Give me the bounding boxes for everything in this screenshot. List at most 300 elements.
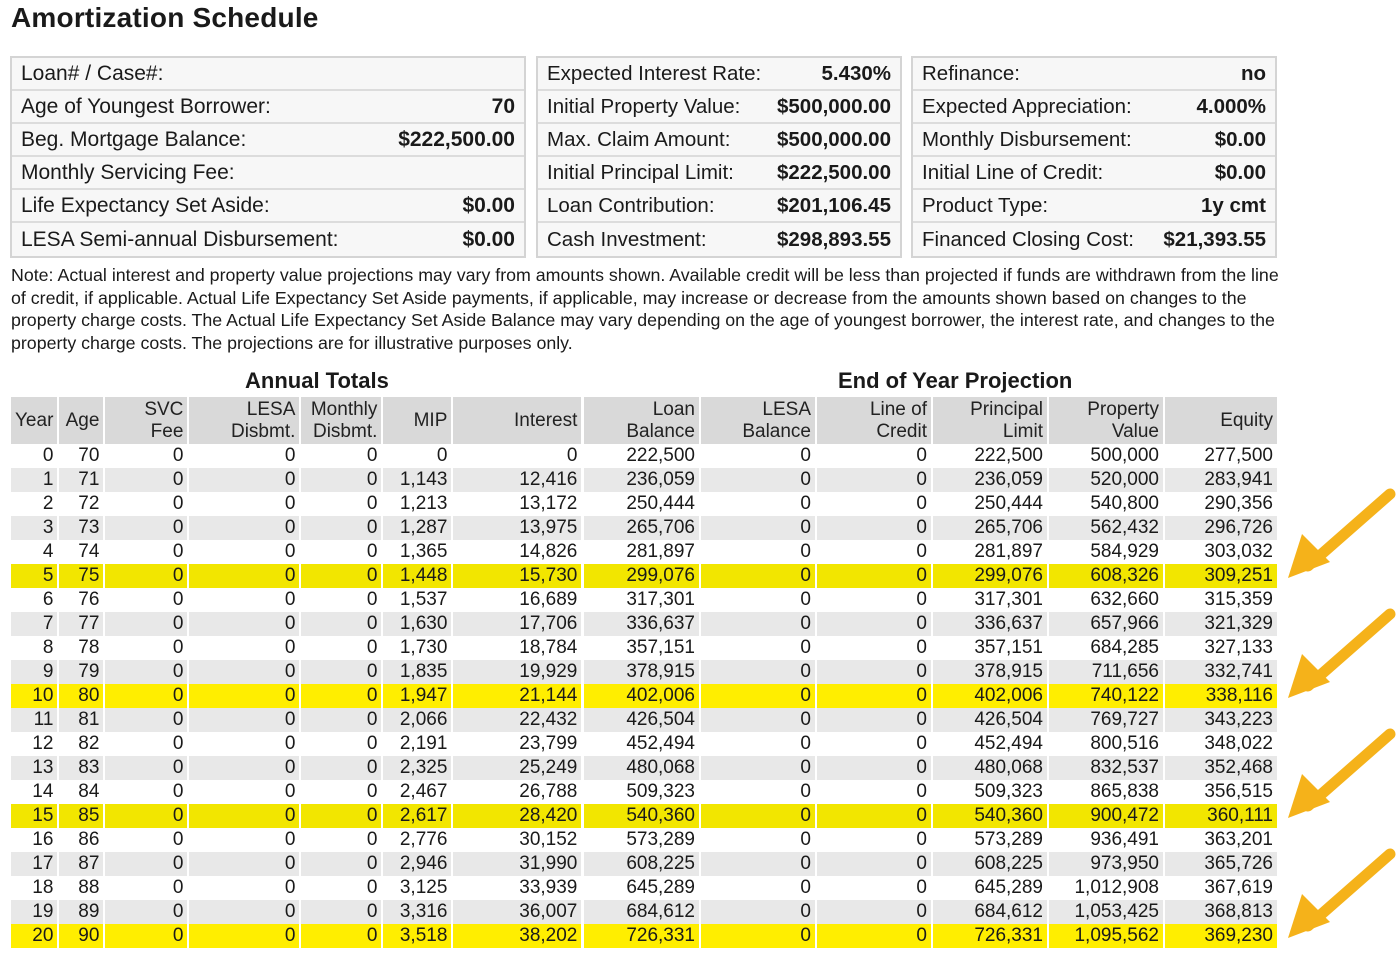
info-value: $298,893.55 bbox=[776, 227, 891, 251]
table-cell: 2,617 bbox=[383, 804, 451, 828]
table-cell: 740,122 bbox=[1049, 684, 1163, 708]
column-header-line: Disbmt. bbox=[230, 420, 296, 442]
table-cell: 72 bbox=[78, 493, 100, 514]
table-row bbox=[11, 660, 581, 684]
table-cell: 283,941 bbox=[1165, 468, 1277, 492]
table-cell: 317,301 bbox=[626, 589, 695, 610]
table-cell: 0 bbox=[817, 924, 931, 948]
info-label: Monthly Disbursement: bbox=[922, 127, 1132, 151]
table-row bbox=[11, 492, 581, 516]
table-cell: 711,656 bbox=[1049, 660, 1163, 684]
table-cell: 281,897 bbox=[626, 541, 695, 562]
info-row bbox=[538, 157, 900, 190]
info-label: Financed Closing Cost: bbox=[922, 227, 1134, 251]
table-cell: 2,467 bbox=[399, 781, 448, 802]
table-cell: 1 bbox=[11, 468, 57, 492]
table-cell: 21,144 bbox=[453, 684, 581, 708]
info-label: Expected Interest Rate: bbox=[547, 61, 762, 85]
table-cell: 321,329 bbox=[1165, 612, 1277, 636]
table-cell: 0 bbox=[301, 684, 381, 708]
info-value: $0.00 bbox=[1214, 127, 1266, 151]
table-row bbox=[11, 708, 581, 732]
table-cell: 0 bbox=[366, 445, 378, 466]
column-header bbox=[453, 397, 581, 444]
info-value: 70 bbox=[491, 94, 515, 118]
table-cell: 0 bbox=[172, 733, 184, 754]
table-cell: 378,915 bbox=[584, 660, 699, 684]
highlight-arrow-icon bbox=[1278, 606, 1398, 716]
table-cell: 1,012,908 bbox=[1074, 877, 1159, 898]
table-cell: 0 bbox=[701, 756, 815, 780]
table-cell: 1,213 bbox=[399, 493, 448, 514]
table-cell: 0 bbox=[566, 445, 578, 466]
table-cell: 352,468 bbox=[1165, 756, 1277, 780]
info-value: $222,500.00 bbox=[776, 160, 891, 184]
table-cell: 357,151 bbox=[626, 637, 695, 658]
table-cell: 0 bbox=[701, 516, 815, 540]
table-cell: 87 bbox=[59, 852, 103, 876]
table-cell: 632,660 bbox=[1090, 589, 1159, 610]
column-header-line: Age bbox=[65, 409, 100, 431]
table-cell: 363,201 bbox=[1204, 829, 1273, 850]
table-cell: 0 bbox=[172, 493, 184, 514]
table-cell: 369,230 bbox=[1165, 924, 1277, 948]
table-cell: 12,416 bbox=[453, 468, 581, 492]
table-row bbox=[11, 612, 581, 636]
table-cell: 1,287 bbox=[383, 516, 451, 540]
table-row bbox=[11, 756, 581, 780]
table-cell: 18 bbox=[32, 877, 54, 898]
table-row bbox=[11, 588, 581, 612]
table-cell: 0 bbox=[172, 877, 184, 898]
table-cell: 83 bbox=[59, 756, 103, 780]
table-row bbox=[584, 636, 1277, 660]
table-cell: 0 bbox=[701, 564, 815, 588]
table-cell: 0 bbox=[284, 877, 296, 898]
table-cell: 0 bbox=[301, 468, 381, 492]
column-header-line: Year bbox=[15, 409, 54, 431]
table-cell: 0 bbox=[284, 637, 296, 658]
table-cell: 573,289 bbox=[974, 829, 1043, 850]
info-value: $21,393.55 bbox=[1163, 227, 1266, 251]
column-header-line: Interest bbox=[514, 409, 578, 431]
table-cell: 2,325 bbox=[383, 756, 451, 780]
table-cell: 540,800 bbox=[1090, 493, 1159, 514]
info-label: Initial Line of Credit: bbox=[922, 160, 1104, 184]
table-cell: 0 bbox=[189, 660, 299, 684]
table-cell: 0 bbox=[817, 468, 931, 492]
table-row bbox=[584, 732, 1277, 756]
column-header bbox=[11, 397, 57, 444]
table-row bbox=[584, 876, 1277, 900]
table-cell: 31,990 bbox=[453, 852, 581, 876]
column-header-line: Value bbox=[1111, 420, 1159, 442]
table-cell: 0 bbox=[301, 660, 381, 684]
table-cell: 2 bbox=[42, 493, 54, 514]
table-cell: 0 bbox=[701, 924, 815, 948]
info-value: 1y cmt bbox=[1201, 193, 1266, 217]
table-cell: 0 bbox=[301, 564, 381, 588]
table-cell: 684,612 bbox=[584, 900, 699, 924]
highlight-arrow-icon bbox=[1278, 486, 1398, 596]
table-cell: 509,323 bbox=[626, 781, 695, 802]
table-row bbox=[11, 732, 581, 756]
table-row bbox=[584, 780, 1277, 804]
info-value: $0.00 bbox=[462, 227, 515, 251]
table-cell: 26,788 bbox=[519, 781, 578, 802]
info-label: Beg. Mortgage Balance: bbox=[21, 127, 247, 151]
table-cell: 3,518 bbox=[383, 924, 451, 948]
table-cell: 11 bbox=[11, 708, 57, 732]
column-header-line: Loan bbox=[652, 398, 695, 420]
table-cell: 10 bbox=[11, 684, 57, 708]
table-cell: 0 bbox=[916, 781, 927, 802]
table-cell: 0 bbox=[189, 684, 299, 708]
info-label: Monthly Servicing Fee: bbox=[21, 160, 235, 184]
table-cell: 0 bbox=[817, 804, 931, 828]
highlight-arrow-icon bbox=[1278, 846, 1398, 956]
table-cell: 71 bbox=[59, 468, 103, 492]
info-row bbox=[913, 58, 1275, 91]
column-header bbox=[1165, 397, 1277, 444]
table-cell: 0 bbox=[172, 541, 184, 562]
table-cell: 327,133 bbox=[1204, 637, 1273, 658]
table-cell: 0 bbox=[366, 781, 378, 802]
table-cell: 900,472 bbox=[1049, 804, 1163, 828]
info-label: Loan Contribution: bbox=[547, 193, 715, 217]
table-cell: 402,006 bbox=[933, 684, 1047, 708]
table-cell: 426,504 bbox=[584, 708, 699, 732]
info-label: Refinance: bbox=[922, 61, 1021, 85]
table-cell: 645,289 bbox=[974, 877, 1043, 898]
table-cell: 23,799 bbox=[519, 733, 578, 754]
table-cell: 0 bbox=[800, 445, 811, 466]
table-cell: 0 bbox=[301, 612, 381, 636]
table-cell: 236,059 bbox=[584, 468, 699, 492]
table-cell: 6 bbox=[42, 589, 54, 610]
table-cell: 365,726 bbox=[1165, 852, 1277, 876]
table-cell: 540,360 bbox=[584, 804, 699, 828]
info-value: 4.000% bbox=[1196, 94, 1266, 118]
info-label: Initial Principal Limit: bbox=[547, 160, 734, 184]
table-cell: 608,225 bbox=[584, 852, 699, 876]
table-cell: 0 bbox=[105, 612, 187, 636]
table-cell: 22,432 bbox=[453, 708, 581, 732]
table-cell: 28,420 bbox=[453, 804, 581, 828]
table-row-highlighted bbox=[11, 804, 581, 828]
table-cell: 0 bbox=[916, 541, 927, 562]
projection-table bbox=[582, 397, 1279, 948]
column-header-line: LESA bbox=[762, 398, 811, 420]
table-cell: 19 bbox=[11, 900, 57, 924]
info-label: Life Expectancy Set Aside: bbox=[21, 193, 270, 217]
table-cell: 0 bbox=[800, 541, 811, 562]
table-row bbox=[584, 612, 1277, 636]
table-cell: 0 bbox=[916, 877, 927, 898]
table-cell: 0 bbox=[366, 829, 378, 850]
table-cell: 0 bbox=[817, 900, 931, 924]
table-cell: 75 bbox=[59, 564, 103, 588]
table-cell: 296,726 bbox=[1165, 516, 1277, 540]
info-label: Expected Appreciation: bbox=[922, 94, 1132, 118]
table-cell: 0 bbox=[105, 564, 187, 588]
table-cell: 800,516 bbox=[1090, 733, 1159, 754]
table-cell: 0 bbox=[105, 660, 187, 684]
info-row bbox=[913, 223, 1275, 256]
table-cell: 17,706 bbox=[453, 612, 581, 636]
table-cell: 0 bbox=[284, 541, 296, 562]
table-cell: 426,504 bbox=[933, 708, 1047, 732]
column-header bbox=[584, 397, 699, 444]
table-cell: 0 bbox=[701, 468, 815, 492]
table-cell: 74 bbox=[78, 541, 100, 562]
table-cell: 2,946 bbox=[383, 852, 451, 876]
info-row bbox=[538, 223, 900, 256]
info-row bbox=[913, 190, 1275, 223]
table-cell: 0 bbox=[105, 804, 187, 828]
table-row bbox=[11, 468, 581, 492]
info-row bbox=[913, 157, 1275, 190]
page-title: Amortization Schedule bbox=[11, 2, 319, 33]
table-cell: 0 bbox=[189, 900, 299, 924]
column-header-line: Line of bbox=[869, 398, 927, 420]
table-row bbox=[11, 780, 581, 804]
table-cell: 0 bbox=[189, 612, 299, 636]
table-cell: 0 bbox=[172, 829, 184, 850]
table-cell: 0 bbox=[301, 924, 381, 948]
table-cell: 368,813 bbox=[1165, 900, 1277, 924]
table-cell: 1,947 bbox=[383, 684, 451, 708]
table-cell: 0 bbox=[105, 684, 187, 708]
table-row-highlighted bbox=[584, 804, 1277, 828]
table-cell: 79 bbox=[59, 660, 103, 684]
info-label: Product Type: bbox=[922, 193, 1049, 217]
column-header bbox=[1049, 397, 1163, 444]
table-cell: 0 bbox=[301, 516, 381, 540]
column-header bbox=[383, 397, 451, 444]
table-cell: 86 bbox=[78, 829, 100, 850]
table-cell: 2,066 bbox=[383, 708, 451, 732]
table-cell: 0 bbox=[105, 756, 187, 780]
table-cell: 303,032 bbox=[1204, 541, 1273, 562]
table-cell: 0 bbox=[42, 445, 54, 466]
info-row bbox=[12, 190, 524, 223]
table-cell: 0 bbox=[366, 877, 378, 898]
table-cell: 0 bbox=[701, 708, 815, 732]
table-cell: 0 bbox=[916, 733, 927, 754]
table-cell: 1,365 bbox=[399, 541, 448, 562]
table-cell: 0 bbox=[817, 516, 931, 540]
table-cell: 500,000 bbox=[1090, 445, 1159, 466]
info-row bbox=[913, 124, 1275, 157]
table-cell: 0 bbox=[800, 493, 811, 514]
column-header bbox=[301, 397, 381, 444]
column-header-line: Limit bbox=[1002, 420, 1043, 442]
table-cell: 480,068 bbox=[933, 756, 1047, 780]
column-header-line: Disbmt. bbox=[312, 420, 378, 442]
table-cell: 0 bbox=[817, 852, 931, 876]
table-cell: 19,929 bbox=[453, 660, 581, 684]
disclaimer-note: Note: Actual interest and property value projections may vary from amounts shown. Available credit will be less than projected if funds are withdrawn from the line of credit, if applicable. Actual Life Expectancy Set Aside payments, if applicable, may increase or decrease from the amounts shown based on changes to the property charge costs. The Actual Life Expectancy Set Aside Balance may vary depending on the age of youngest borrower, the interest rate, and changes to the property charge costs. The projections are for illustrative purposes only. bbox=[11, 265, 1279, 353]
table-cell: 70 bbox=[78, 445, 100, 466]
table-cell: 0 bbox=[105, 852, 187, 876]
table-cell: 0 bbox=[105, 900, 187, 924]
info-value: $0.00 bbox=[1214, 160, 1266, 184]
table-cell: 317,301 bbox=[974, 589, 1043, 610]
table-cell: 8 bbox=[42, 637, 54, 658]
table-cell: 15,730 bbox=[453, 564, 581, 588]
table-cell: 0 bbox=[800, 589, 811, 610]
table-cell: 726,331 bbox=[933, 924, 1047, 948]
table-cell: 0 bbox=[366, 637, 378, 658]
table-cell: 0 bbox=[366, 493, 378, 514]
table-cell: 0 bbox=[800, 637, 811, 658]
table-cell: 356,515 bbox=[1204, 781, 1273, 802]
table-cell: 0 bbox=[701, 612, 815, 636]
info-value: $500,000.00 bbox=[776, 127, 891, 151]
table-cell: 250,444 bbox=[974, 493, 1043, 514]
table-cell: 0 bbox=[817, 756, 931, 780]
info-row bbox=[12, 58, 524, 91]
table-cell: 290,356 bbox=[1204, 493, 1273, 514]
table-cell: 0 bbox=[817, 612, 931, 636]
table-cell: 25,249 bbox=[453, 756, 581, 780]
table-cell: 520,000 bbox=[1049, 468, 1163, 492]
table-cell: 0 bbox=[916, 445, 927, 466]
table-cell: 76 bbox=[78, 589, 100, 610]
table-cell: 0 bbox=[301, 852, 381, 876]
table-cell: 82 bbox=[78, 733, 100, 754]
info-label: Initial Property Value: bbox=[547, 94, 741, 118]
column-header bbox=[59, 397, 103, 444]
table-cell: 452,494 bbox=[626, 733, 695, 754]
table-cell: 1,448 bbox=[383, 564, 451, 588]
table-cell: 0 bbox=[701, 684, 815, 708]
table-cell: 0 bbox=[189, 708, 299, 732]
table-cell: 0 bbox=[817, 684, 931, 708]
table-cell: 3,125 bbox=[399, 877, 448, 898]
table-cell: 1,095,562 bbox=[1049, 924, 1163, 948]
table-cell: 3,316 bbox=[383, 900, 451, 924]
table-cell: 348,022 bbox=[1204, 733, 1273, 754]
table-row bbox=[584, 708, 1277, 732]
table-cell: 277,500 bbox=[1204, 445, 1273, 466]
table-cell: 0 bbox=[105, 516, 187, 540]
table-cell: 0 bbox=[172, 781, 184, 802]
table-cell: 0 bbox=[284, 589, 296, 610]
table-row-highlighted bbox=[584, 684, 1277, 708]
info-row bbox=[538, 58, 900, 91]
table-row bbox=[11, 900, 581, 924]
table-cell: 357,151 bbox=[974, 637, 1043, 658]
table-cell: 0 bbox=[436, 445, 448, 466]
table-cell: 38,202 bbox=[453, 924, 581, 948]
table-cell: 89 bbox=[59, 900, 103, 924]
table-cell: 222,500 bbox=[626, 445, 695, 466]
table-cell: 0 bbox=[800, 877, 811, 898]
info-label: Age of Youngest Borrower: bbox=[21, 94, 271, 118]
table-cell: 0 bbox=[800, 781, 811, 802]
table-cell: 0 bbox=[189, 924, 299, 948]
column-header-line: Credit bbox=[876, 420, 927, 442]
table-cell: 0 bbox=[284, 493, 296, 514]
table-cell: 17 bbox=[11, 852, 57, 876]
table-cell: 13 bbox=[11, 756, 57, 780]
info-value: $500,000.00 bbox=[776, 94, 891, 118]
table-cell: 0 bbox=[284, 781, 296, 802]
table-cell: 936,491 bbox=[1090, 829, 1159, 850]
table-cell: 336,637 bbox=[584, 612, 699, 636]
table-cell: 236,059 bbox=[933, 468, 1047, 492]
table-row bbox=[11, 636, 581, 660]
table-cell: 15 bbox=[11, 804, 57, 828]
table-cell: 2,776 bbox=[399, 829, 448, 850]
table-cell: 343,223 bbox=[1165, 708, 1277, 732]
info-row bbox=[538, 91, 900, 124]
table-cell: 0 bbox=[105, 468, 187, 492]
table-cell: 0 bbox=[284, 733, 296, 754]
table-cell: 30,152 bbox=[519, 829, 578, 850]
table-cell: 0 bbox=[701, 804, 815, 828]
table-row-highlighted bbox=[584, 564, 1277, 588]
info-label: Loan# / Case#: bbox=[21, 61, 164, 85]
table-cell: 608,225 bbox=[933, 852, 1047, 876]
column-header-line: Fee bbox=[150, 420, 184, 442]
table-cell: 14 bbox=[32, 781, 54, 802]
table-cell: 5 bbox=[11, 564, 57, 588]
table-cell: 0 bbox=[817, 660, 931, 684]
table-cell: 18,784 bbox=[519, 637, 578, 658]
column-header bbox=[105, 397, 187, 444]
end-of-year-projection-header: End of Year Projection bbox=[838, 368, 1073, 393]
table-cell: 573,289 bbox=[626, 829, 695, 850]
table-cell: 0 bbox=[172, 445, 184, 466]
column-header-line: Equity bbox=[1220, 409, 1273, 431]
info-row bbox=[12, 223, 524, 256]
info-value: 5.430% bbox=[821, 61, 891, 85]
column-header-line: Monthly bbox=[310, 398, 378, 420]
column-header bbox=[933, 397, 1047, 444]
table-cell: 0 bbox=[189, 804, 299, 828]
column-header bbox=[817, 397, 931, 444]
table-cell: 265,706 bbox=[584, 516, 699, 540]
table-cell: 36,007 bbox=[453, 900, 581, 924]
table-row bbox=[584, 492, 1277, 516]
table-cell: 1,143 bbox=[383, 468, 451, 492]
table-cell: 0 bbox=[701, 900, 815, 924]
table-cell: 12 bbox=[32, 733, 54, 754]
table-cell: 0 bbox=[817, 708, 931, 732]
table-row bbox=[584, 756, 1277, 780]
table-cell: 684,285 bbox=[1090, 637, 1159, 658]
table-row bbox=[584, 540, 1277, 564]
table-row bbox=[11, 876, 581, 900]
column-header-line: LESA bbox=[246, 398, 296, 420]
table-cell: 281,897 bbox=[974, 541, 1043, 562]
table-cell: 88 bbox=[78, 877, 100, 898]
info-row bbox=[538, 124, 900, 157]
table-cell: 402,006 bbox=[584, 684, 699, 708]
table-row bbox=[11, 516, 581, 540]
table-cell: 0 bbox=[301, 804, 381, 828]
table-cell: 480,068 bbox=[584, 756, 699, 780]
table-cell: 299,076 bbox=[584, 564, 699, 588]
highlight-arrow-icon bbox=[1278, 726, 1398, 836]
column-header-line: MIP bbox=[413, 409, 448, 431]
table-cell: 16 bbox=[32, 829, 54, 850]
info-label: LESA Semi-annual Disbursement: bbox=[21, 227, 339, 251]
info-label: Cash Investment: bbox=[547, 227, 707, 251]
